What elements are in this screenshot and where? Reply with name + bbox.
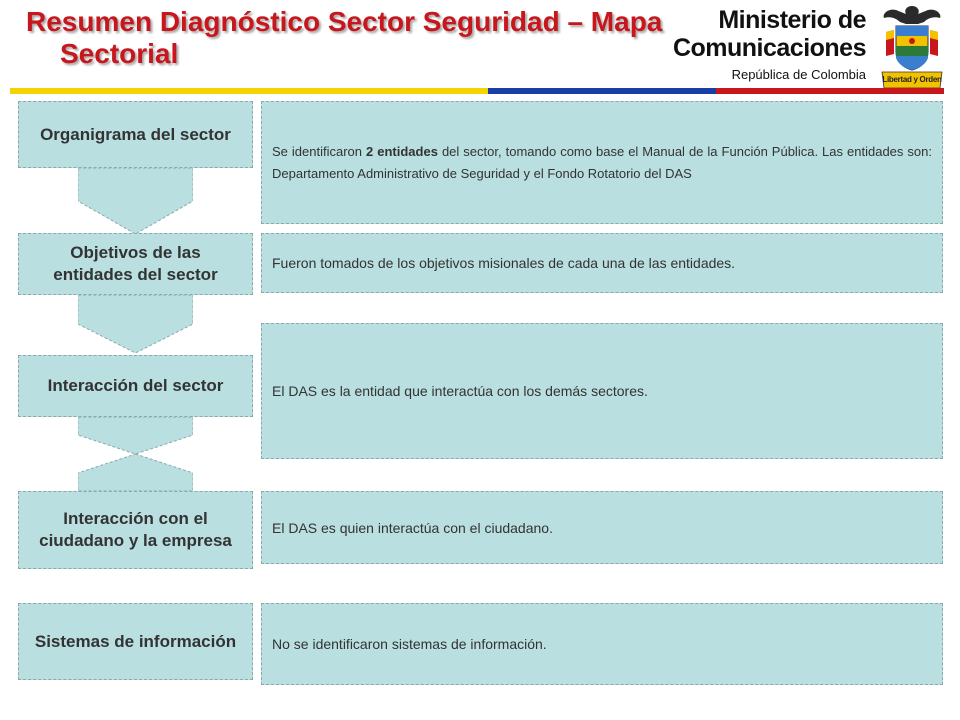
ministry-name-line-1: Ministerio de (718, 6, 866, 34)
colombia-coat-of-arms-icon (878, 2, 946, 94)
description-text: Fueron tomados de los objetivos misionales de cada una de las entidades. (272, 255, 736, 271)
flag-blue-stripe (488, 88, 716, 94)
description-box-sistemas (261, 603, 943, 685)
flag-red-stripe (716, 88, 944, 94)
step-label: Interacción del sector (47, 376, 224, 395)
description-text: El DAS es quien interactúa con el ciudadano. (272, 519, 553, 536)
down-arrow-icon (78, 295, 193, 353)
step-box-sistemas (18, 603, 253, 680)
flag-yellow-stripe (10, 88, 488, 94)
description-text-start: Se identificaron (272, 143, 367, 159)
step-label: Organigrama del sector (40, 124, 231, 144)
title-line-1: Resumen Diagnóstico Sector Seguridad – Mapa (26, 6, 663, 37)
step-label: Objetivos de las entidades del sector (53, 243, 218, 284)
ministry-name-line-2: Comunicaciones (672, 34, 866, 62)
country-name: República de Colombia (731, 67, 866, 82)
title-line-2: Sectorial (60, 38, 179, 69)
description-text: El DAS es la entidad que interactúa con los demás sectores. (272, 383, 648, 399)
page-title (26, 6, 666, 70)
step-box-objetivos (18, 233, 253, 295)
description-box-organigrama (261, 101, 943, 224)
step-label: Interacción con el ciudadano y la empresa (39, 509, 232, 550)
description-text (272, 141, 932, 185)
flag-color-bar (10, 88, 944, 94)
down-arrow-icon (78, 168, 193, 234)
description-text-bold: 2 entidades (366, 143, 438, 159)
description-text-end: del sector, tomando como base el Manual de la Función Pública. Las entidades son: Departamento Administrativo de Seguridad y el Fondo Rotatorio del DAS (272, 143, 932, 181)
step-box-interaccion-ciudadano (18, 491, 253, 569)
step-box-organigrama (18, 101, 253, 168)
up-down-arrow-icon (78, 417, 193, 491)
ministry-logo-text (673, 6, 866, 84)
step-box-interaccion-sector (18, 355, 253, 417)
description-box-interaccion-ciudadano (261, 491, 943, 564)
description-text: No se identificaron sistemas de información. (272, 636, 547, 652)
description-box-objetivos (261, 233, 943, 293)
step-label: Sistemas de información (34, 631, 237, 651)
seal-motto: Libertad y Orden (882, 75, 942, 84)
description-box-interaccion-sector (261, 323, 943, 459)
